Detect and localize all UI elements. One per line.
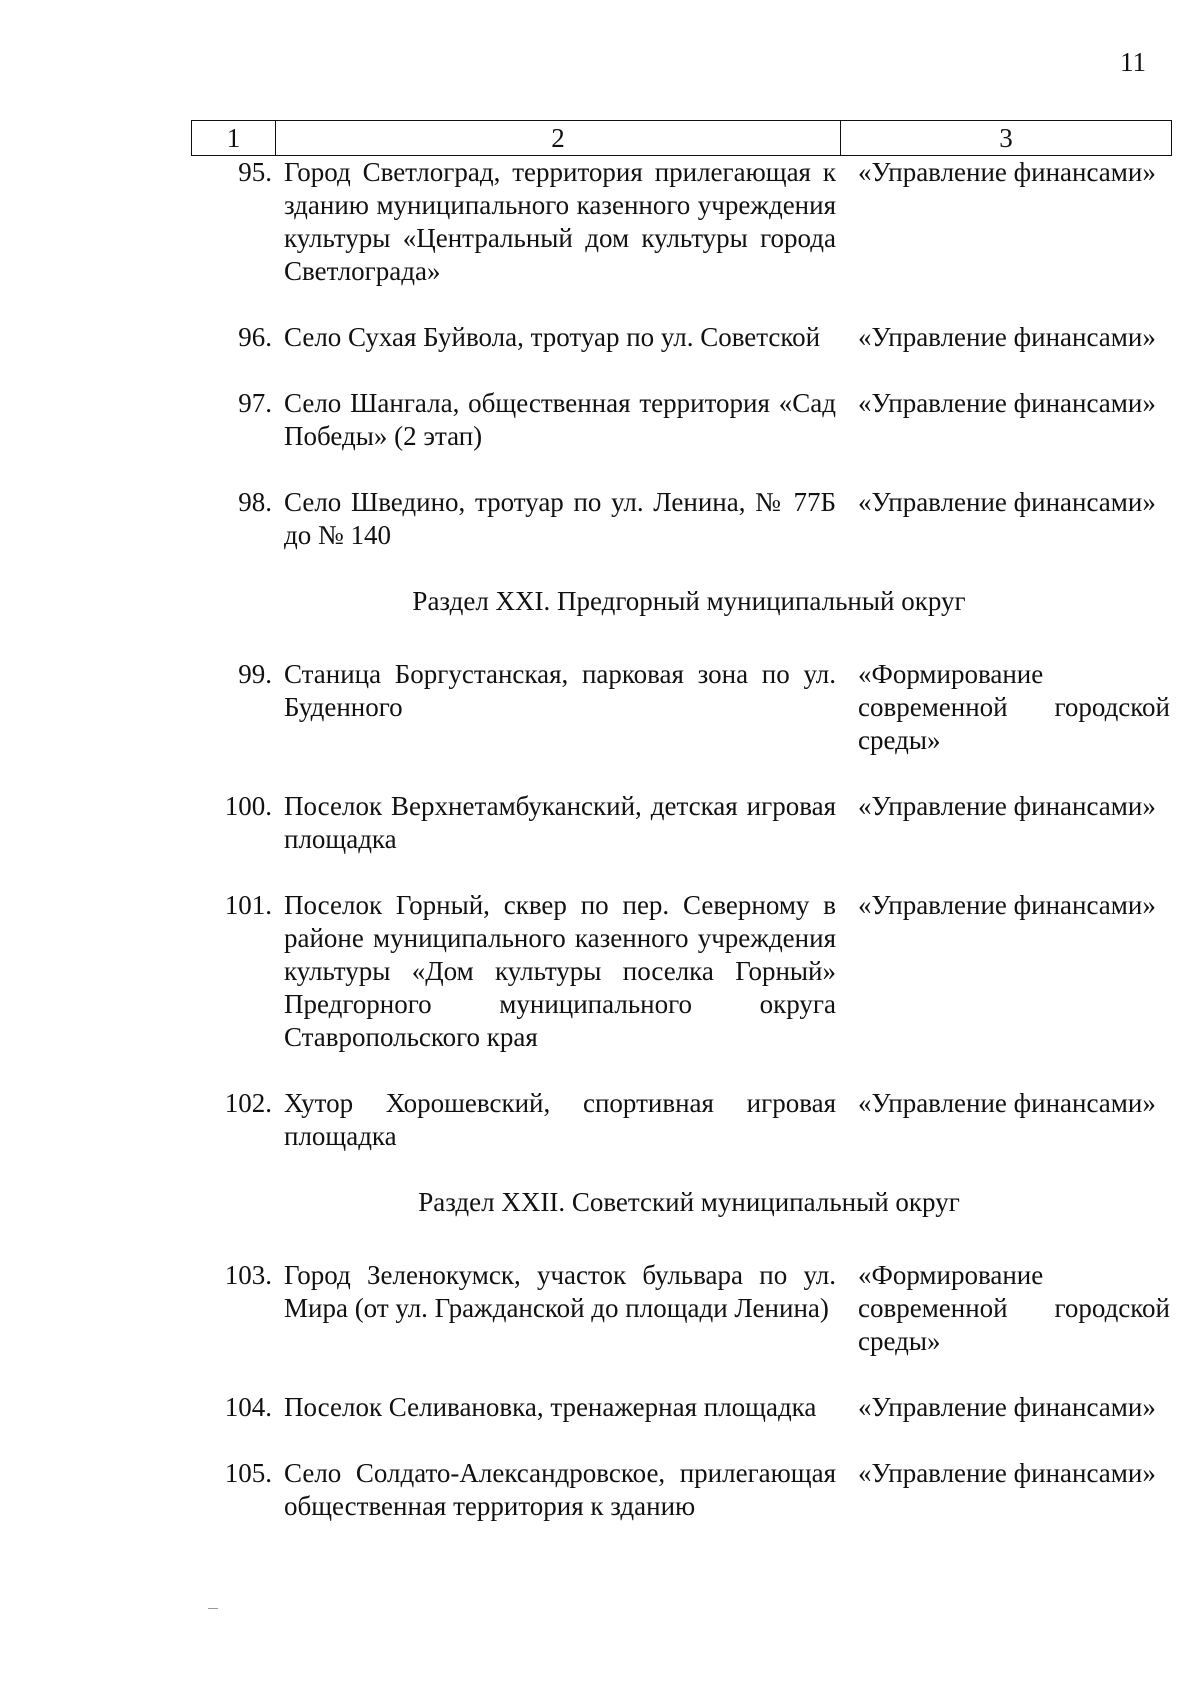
table-row: [196, 321, 1172, 354]
program-name: «Управление финансами»: [858, 1392, 1156, 1422]
table-body: [196, 156, 1172, 1556]
table-row: [196, 790, 1172, 856]
table-row: [196, 156, 1172, 288]
page-number: 11: [1120, 47, 1146, 77]
object-description: Село Шангала, общественная территория «Сад Победы» (2 этап): [284, 388, 836, 451]
row-number: 100.: [224, 791, 272, 821]
table-row: [196, 658, 1172, 757]
program-name: «Управление финансами»: [858, 157, 1156, 187]
row-number: 103.: [224, 1260, 272, 1290]
object-description: Хутор Хорошевский, спортивная игровая площадка: [284, 1088, 836, 1151]
object-description: Село Солдато-Александровское, прилегающая общественная территория к зданию: [284, 1458, 836, 1521]
program-name: «Формирование современной городской среды»: [858, 659, 1170, 755]
table-row: [196, 1391, 1172, 1424]
object-description: Село Сухая Буйвола, тротуар по ул. Советской: [284, 322, 821, 352]
object-description: Поселок Селивановка, тренажерная площадка: [284, 1392, 817, 1422]
table-row: [196, 1087, 1172, 1153]
program-name: «Управление финансами»: [858, 487, 1156, 517]
object-description: Станица Боргустанская, парковая зона по ул. Буденного: [284, 659, 836, 722]
section-heading: Раздел XXI. Предгорный муниципальный округ: [412, 586, 966, 616]
table-row: [196, 486, 1172, 552]
object-description: Поселок Горный, сквер по пер. Северному в районе муниципального казенного учреждения культуры «Дом культуры поселка Горный» Предгорного муниципального округа Ставропольского края: [284, 890, 836, 1052]
program-name: «Управление финансами»: [858, 322, 1156, 352]
row-number: 98.: [238, 487, 272, 517]
table-row: [196, 1457, 1172, 1523]
table-row: [196, 889, 1172, 1054]
table-row: [196, 387, 1172, 453]
row-number: 101.: [224, 890, 272, 920]
object-description: Село Шведино, тротуар по ул. Ленина, № 77Б до № 140: [284, 487, 836, 550]
column-header-2: 2: [276, 121, 841, 155]
row-number: 104.: [224, 1392, 272, 1422]
column-header-3: 3: [999, 123, 1013, 153]
program-name: «Управление финансами»: [858, 1458, 1156, 1488]
table-column-header: [191, 120, 1172, 156]
program-name: «Управление финансами»: [858, 791, 1156, 821]
program-name: «Управление финансами»: [858, 890, 1156, 920]
row-number: 105.: [224, 1458, 272, 1488]
row-number: 102.: [224, 1088, 272, 1118]
object-description: Город Зеленокумск, участок бульвара по ул. Мира (от ул. Гражданской до площади Ленина): [284, 1260, 836, 1323]
column-header-1: 1: [192, 121, 276, 155]
row-number: 96.: [238, 322, 272, 352]
object-description: Поселок Верхнетамбуканский, детская игровая площадка: [284, 791, 836, 854]
scan-mark: [208, 1608, 218, 1609]
program-name: «Формирование современной городской среды»: [858, 1260, 1170, 1356]
table-row: [196, 1259, 1172, 1358]
object-description: Город Светлоград, территория прилегающая к зданию муниципального казенного учреждения культуры «Центральный дом культуры города Светлограда»: [284, 157, 836, 286]
section-heading: Раздел XXII. Советский муниципальный округ: [418, 1187, 960, 1217]
row-number: 97.: [238, 388, 272, 418]
row-number: 99.: [238, 659, 272, 689]
program-name: «Управление финансами»: [858, 388, 1156, 418]
program-name: «Управление финансами»: [858, 1088, 1156, 1118]
row-number: 95.: [238, 157, 272, 187]
